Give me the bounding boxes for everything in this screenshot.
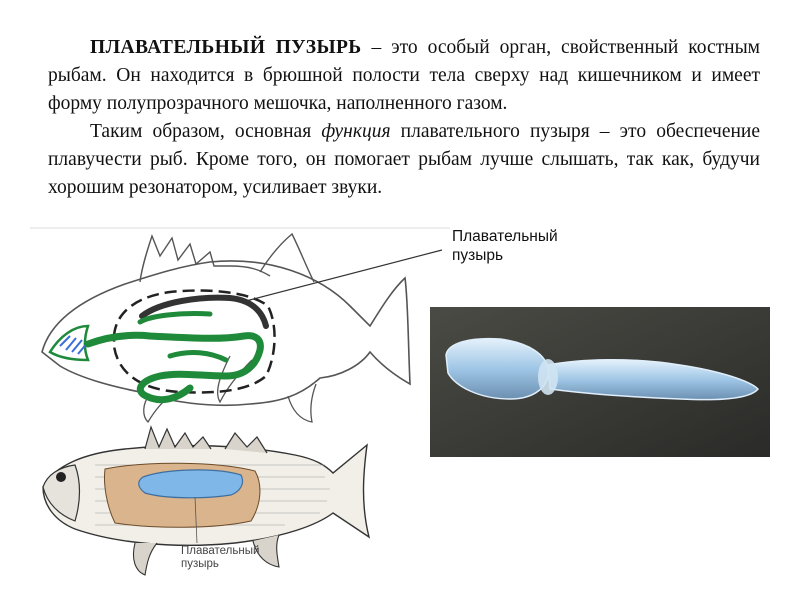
perch-swim-bladder: [139, 470, 243, 498]
text-block: [48, 34, 760, 202]
perch-bladder-label: [181, 545, 259, 571]
perch-label-line-2: пузырь: [181, 558, 219, 570]
perch-dorsal-fin: [145, 427, 211, 449]
function-text-start: Таким образом, основная: [90, 121, 322, 142]
diagram-callout-label: [452, 227, 558, 265]
callout-line-2: пузырь: [452, 247, 504, 264]
function-text-end: плавательного пузыря – это обеспечение плавучести рыб. Кроме того, он помогает рыбам лучше слышать, так как, будучи хорошим резонатором, усиливает звуки.: [48, 121, 760, 198]
swim-bladder-photo: [430, 307, 770, 457]
definition-text: – это особый орган, свойственный костным рыбам. Он находится в брюшной полости тела сверху над кишечником и имеет форму полупрозрачного мешочка, наполненного газом.: [48, 37, 761, 114]
paragraph-definition: [48, 34, 760, 118]
fish-body-outline: [42, 261, 410, 405]
callout-line-1: Плавательный: [452, 228, 558, 245]
paragraph-function: [48, 118, 760, 202]
fish-anatomy-diagram: [30, 226, 450, 426]
perch-label-line-1: Плавательный: [181, 545, 260, 557]
term-swim-bladder: ПЛАВАТЕЛЬНЫЙ ПУЗЫРЬ: [90, 37, 362, 58]
function-word: функция: [321, 121, 391, 142]
